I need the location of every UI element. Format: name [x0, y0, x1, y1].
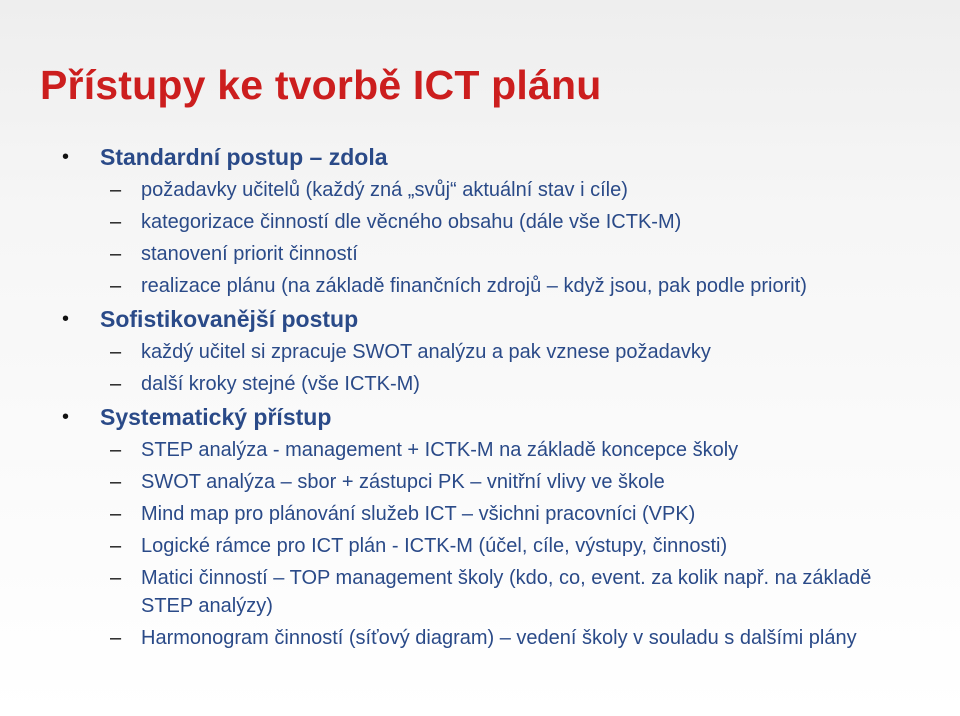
- section-heading: [0, 402, 960, 432]
- bullet-icon: •: [62, 406, 70, 428]
- list-item-text: další kroky stejné (vše ICTK-M): [141, 373, 420, 395]
- bullet-icon: •: [62, 308, 70, 330]
- dash-icon: –: [110, 275, 122, 297]
- list-item-text: požadavky učitelů (každý zná „svůj“ aktuální stav i cíle): [141, 179, 628, 201]
- list-item-text: Mind map pro plánování služeb ICT – všichni pracovníci (VPK): [141, 503, 696, 525]
- list-item-text: Harmonogram činností (síťový diagram) – vedení školy v souladu s dalšími plány: [141, 627, 857, 649]
- bullet-icon: •: [62, 146, 70, 168]
- list-item: [0, 500, 960, 528]
- dash-icon: –: [110, 243, 122, 265]
- dash-icon: –: [110, 471, 122, 493]
- section-heading: [0, 304, 960, 334]
- list-item: [0, 240, 960, 268]
- list-item: [0, 272, 960, 300]
- list-item: [0, 370, 960, 398]
- dash-icon: –: [110, 211, 122, 233]
- dash-icon: –: [110, 535, 122, 557]
- list-item-text: STEP analýza - management + ICTK-M na základě koncepce školy: [141, 439, 739, 461]
- list-item-text: kategorizace činností dle věcného obsahu (dále vše ICTK-M): [141, 211, 682, 233]
- dash-icon: –: [110, 341, 122, 363]
- slide-content: [0, 140, 960, 656]
- list-item: [0, 468, 960, 496]
- list-item-text: stanovení priorit činností: [141, 243, 358, 265]
- list-item-text: SWOT analýza – sbor + zástupci PK – vnitřní vlivy ve škole: [141, 471, 665, 493]
- dash-icon: –: [110, 627, 122, 649]
- section-heading-text: Standardní postup – zdola: [100, 144, 388, 170]
- list-item-text: každý učitel si zpracuje SWOT analýzu a pak vznese požadavky: [141, 341, 711, 363]
- list-item-text: Logické rámce pro ICT plán - ICTK-M (účel, cíle, výstupy, činnosti): [141, 535, 728, 557]
- dash-icon: –: [110, 439, 122, 461]
- section-heading: [0, 142, 960, 172]
- slide-title: Přístupy ke tvorbě ICT plánu: [40, 62, 602, 108]
- list-item-text: realizace plánu (na základě finančních zdrojů – když jsou, pak podle priorit): [141, 275, 807, 297]
- list-item: [0, 436, 960, 464]
- list-item: [0, 176, 960, 204]
- dash-icon: –: [110, 373, 122, 395]
- section-heading-text: Systematický přístup: [100, 404, 332, 430]
- list-item: [0, 208, 960, 236]
- list-item: [0, 564, 960, 620]
- list-item: [0, 338, 960, 366]
- dash-icon: –: [110, 179, 122, 201]
- dash-icon: –: [110, 503, 122, 525]
- section-heading-text: Sofistikovanější postup: [100, 306, 359, 332]
- dash-icon: –: [110, 567, 122, 589]
- list-item: [0, 624, 960, 652]
- list-item-text: Matici činností – TOP management školy (kdo, co, event. za kolik např. na základě STEP analýzy): [141, 567, 872, 617]
- list-item: [0, 532, 960, 560]
